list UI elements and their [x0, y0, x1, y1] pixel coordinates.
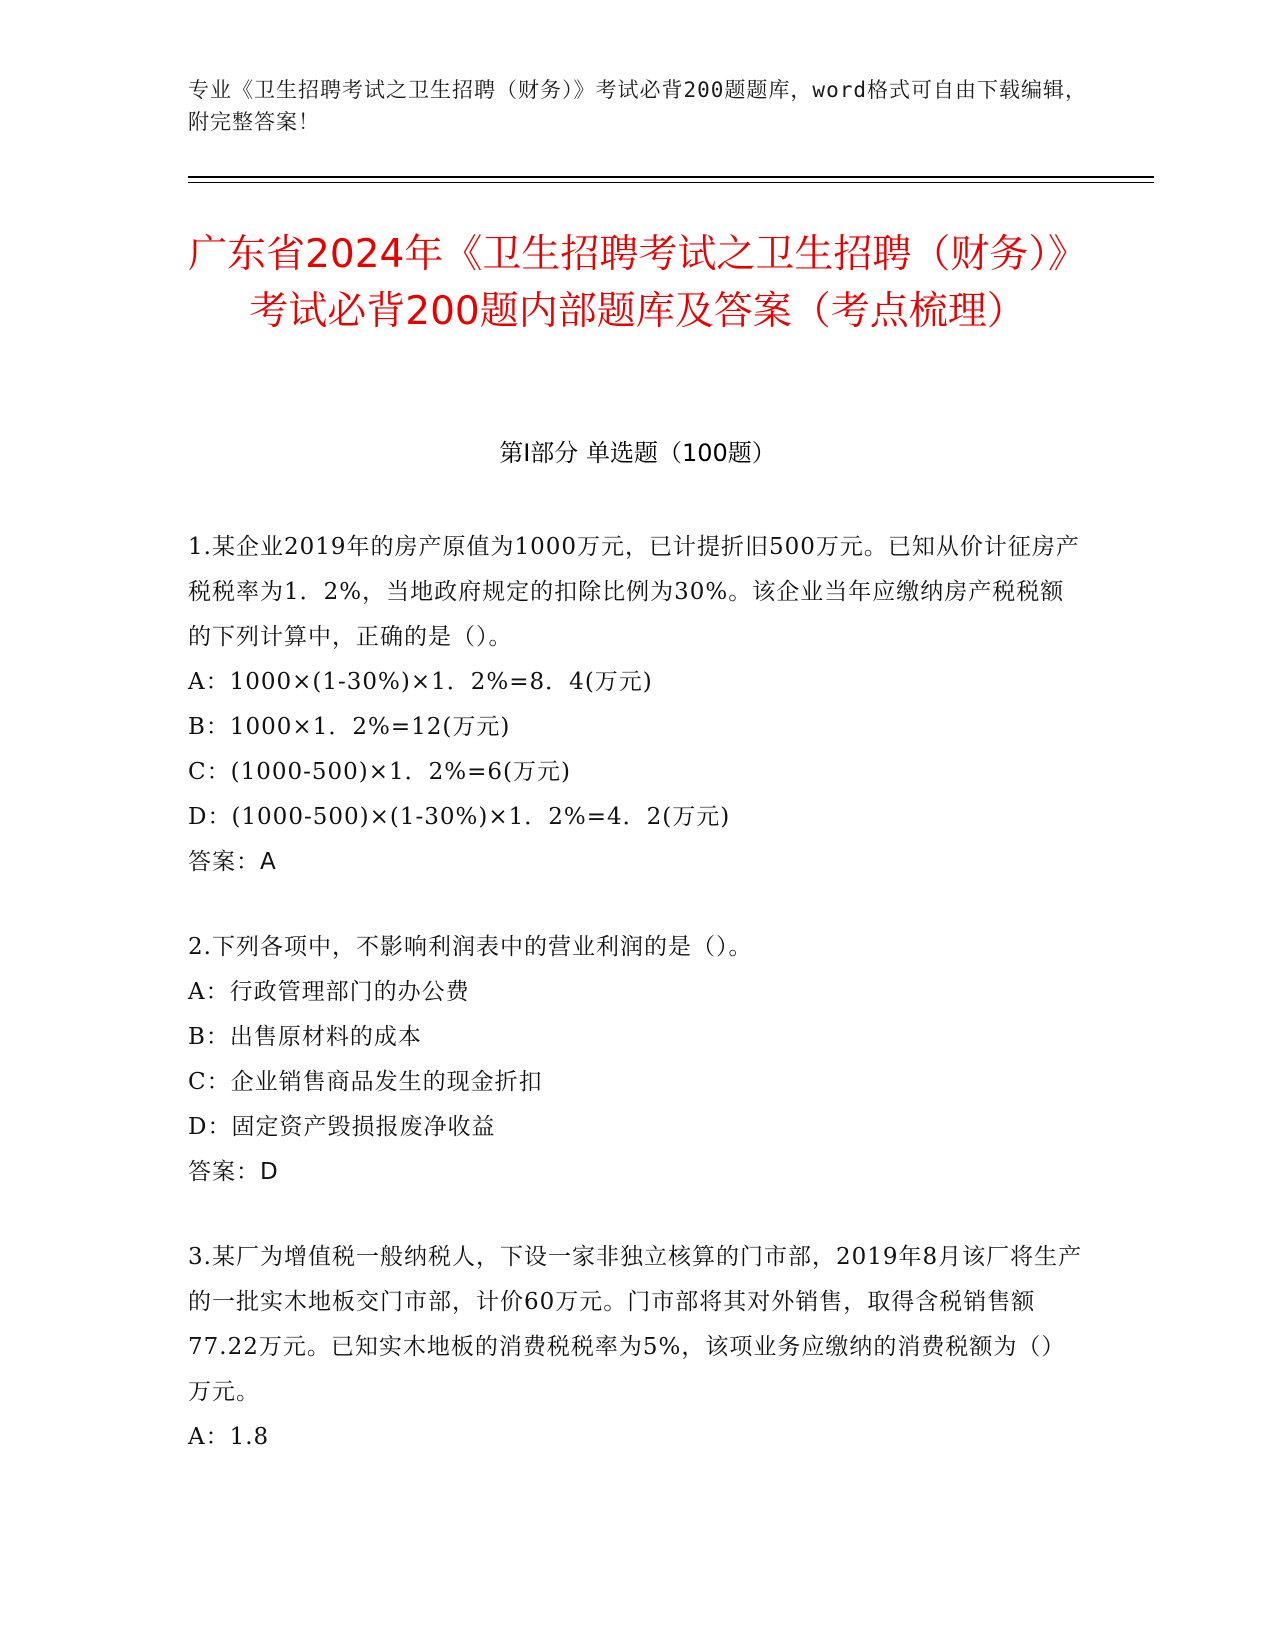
option-d: D：(1000-500)×(1-30%)×1．2%=4．2(万元): [188, 804, 731, 830]
option-c: C：(1000-500)×1．2%=6(万元): [188, 759, 571, 785]
document-title: 广东省2024年《卫生招聘考试之卫生招聘（财务）》考试必背200题内部题库及答案（考点梳理）: [188, 232, 1087, 334]
question-list: [188, 525, 1088, 1500]
answer: 答案：D: [188, 1159, 279, 1185]
question-stem: 3.某厂为增值税一般纳税人，下设一家非独立核算的门市部，2019年8月该厂将生产的一批实木地板交门市部，计价60万元。门市部将其对外销售，取得含税销售额77.22万元。已知实木地板的消费税税率为5%，该项业务应缴纳的消费税额为（）万元。: [188, 1244, 1083, 1405]
question-stem: 2.下列各项中，不影响利润表中的营业利润的是（）。: [188, 934, 753, 960]
option-b: B：1000×1．2%=12(万元): [188, 714, 511, 740]
section-title: 第I部分 单选题（100题）: [499, 439, 776, 467]
option-a: A：行政管理部门的办公费: [188, 979, 470, 1005]
answer: 答案：A: [188, 849, 277, 875]
question-1: [188, 525, 1088, 885]
header-note: 专业《卫生招聘考试之卫生招聘（财务）》考试必背200题题库，word格式可自由下载编辑，附完整答案！: [188, 78, 1087, 134]
question-2: [188, 925, 1088, 1195]
option-a: A：1000×(1-30%)×1．2%=8．4(万元): [188, 669, 653, 695]
question-stem: 1.某企业2019年的房产原值为1000万元，已计提折旧500万元。已知从价计征房产税税率为1．2%，当地政府规定的扣除比例为30%。该企业当年应缴纳房产税税额的下列计算中，正确的是（）。: [188, 534, 1080, 650]
header-rule-thin: [188, 182, 1154, 183]
option-c: C：企业销售商品发生的现金折扣: [188, 1069, 543, 1095]
option-d: D：固定资产毁损报废净收益: [188, 1114, 496, 1140]
option-b: B：出售原材料的成本: [188, 1024, 422, 1050]
question-3: [188, 1235, 1088, 1460]
option-a: A：1.8: [188, 1424, 270, 1450]
header-rule-thick: [188, 176, 1154, 178]
